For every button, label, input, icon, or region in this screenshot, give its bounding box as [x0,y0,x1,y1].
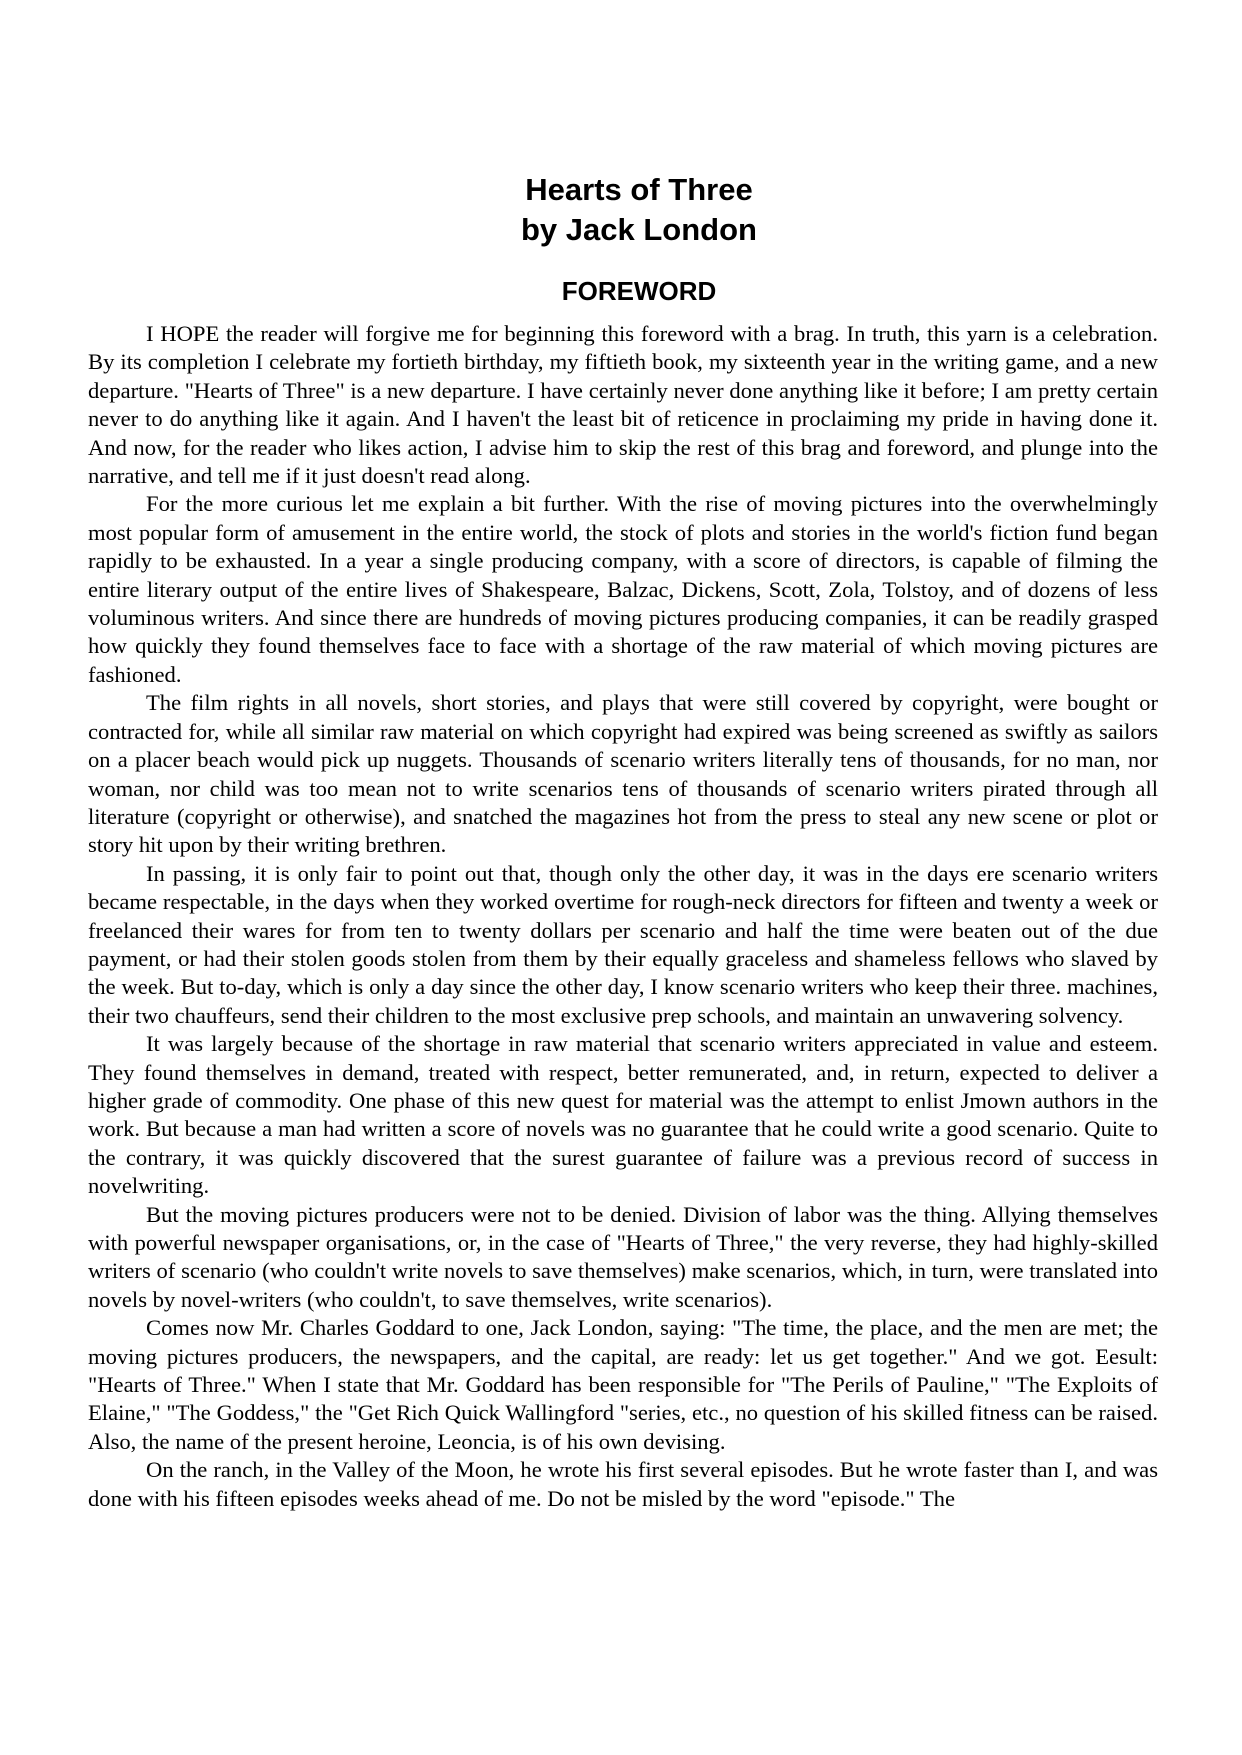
paragraph: Comes now Mr. Charles Goddard to one, Jack London, saying: "The time, the place, and the men are met; the moving pictures producers, the newspapers, and the capital, are ready: let us get together." And we got. Eesult: "Hearts of Three." When I state that Mr. Goddard has been responsible for "The Perils of Pauline," "The Exploits of Elaine," "The Goddess," the "Get Rich Quick Wallingford "series, etc., no question of his skilled fitness can be raised. Also, the name of the present heroine, Leoncia, is of his own devising. [88,1315,1158,1454]
paragraph: It was largely because of the shortage in raw material that scenario writers appreciated in value and esteem. They found themselves in demand, treated with respect, better remunerated, and, in return, expected to deliver a higher grade of commodity. One phase of this new quest for material was the attempt to enlist Jmown authors in the work. But because a man had written a score of novels was no guarantee that he could write a good scenario. Quite to the contrary, it was quickly discovered that the surest guarantee of failure was a previous record of success in novelwriting. [88,1031,1158,1199]
paragraph: I HOPE the reader will forgive me for beginning this foreword with a brag. In truth, this yarn is a celebration. By its completion I celebrate my fortieth birthday, my fiftieth book, my sixteenth year in the writing game, and a new departure. "Hearts of Three" is a new departure. I have certainly never done anything like it before; I am pretty certain never to do anything like it again. And I haven't the least bit of reticence in proclaiming my pride in having done it. And now, for the reader who likes action, I advise him to skip the rest of this brag and foreword, and plunge into the narrative, and tell me if it just doesn't read along. [88,321,1158,489]
paragraph: On the ranch, in the Valley of the Moon, he wrote his first several episodes. But he wrote faster than I, and was done with his fifteen episodes weeks ahead of me. Do not be misled by the word "episode." The [88,1457,1158,1511]
foreword-body [88,320,1158,1513]
document-page [88,170,1158,1513]
book-title [88,170,1158,250]
paragraph: In passing, it is only fair to point out that, though only the other day, it was in the days ere scenario writers became respectable, in the days when they worked overtime for rough-neck directors for fifteen and twenty a week or freelanced their wares for from ten to twenty dollars per scenario and half the time were beaten out of the due payment, or had their stolen goods stolen from them by their equally graceless and shameless fellows who slaved by the week. But to-day, which is only a day since the other day, I know scenario writers who keep their three. machines, their two chauffeurs, send their children to the most exclusive prep schools, and maintain an unwavering solvency. [88,860,1158,1028]
title-text: Hearts of Three [525,172,753,207]
paragraph: The film rights in all novels, short stories, and plays that were still covered by copyright, were bought or contracted for, while all similar raw material on which copyright had expired was being screened as swiftly as sailors on a placer beach would pick up nuggets. Thousands of scenario writers literally tens of thousands, for no man, nor woman, nor child was too mean not to write scenarios tens of thousands of scenario writers pirated through all literature (copyright or otherwise), and snatched the magazines hot from the press to steal any new scene or plot or story hit upon by their writing brethren. [88,690,1158,858]
foreword-heading: FOREWORD [561,276,717,306]
paragraph: For the more curious let me explain a bit further. With the rise of moving pictures into the overwhelmingly most popular form of amusement in the entire world, the stock of plots and stories in the world's fiction fund began rapidly to be exhausted. In a year a single producing company, with a score of directors, is capable of filming the entire literary output of the entire lives of Shakespeare, Balzac, Dickens, Scott, Zola, Tolstoy, and of dozens of less voluminous writers. And since there are hundreds of moving pictures producing companies, it can be readily grasped how quickly they found themselves face to face with a shortage of the raw material of which moving pictures are fashioned. [88,491,1158,687]
paragraph: But the moving pictures producers were not to be denied. Division of labor was the thing. Allying themselves with powerful newspaper organisations, or, in the case of "Hearts of Three," the very reverse, they had highly-skilled writers of scenario (who couldn't write novels to save themselves) make scenarios, which, in turn, were translated into novels by novel-writers (who couldn't, to save themselves, write scenarios). [88,1201,1158,1312]
author-line: by Jack London [521,212,757,247]
